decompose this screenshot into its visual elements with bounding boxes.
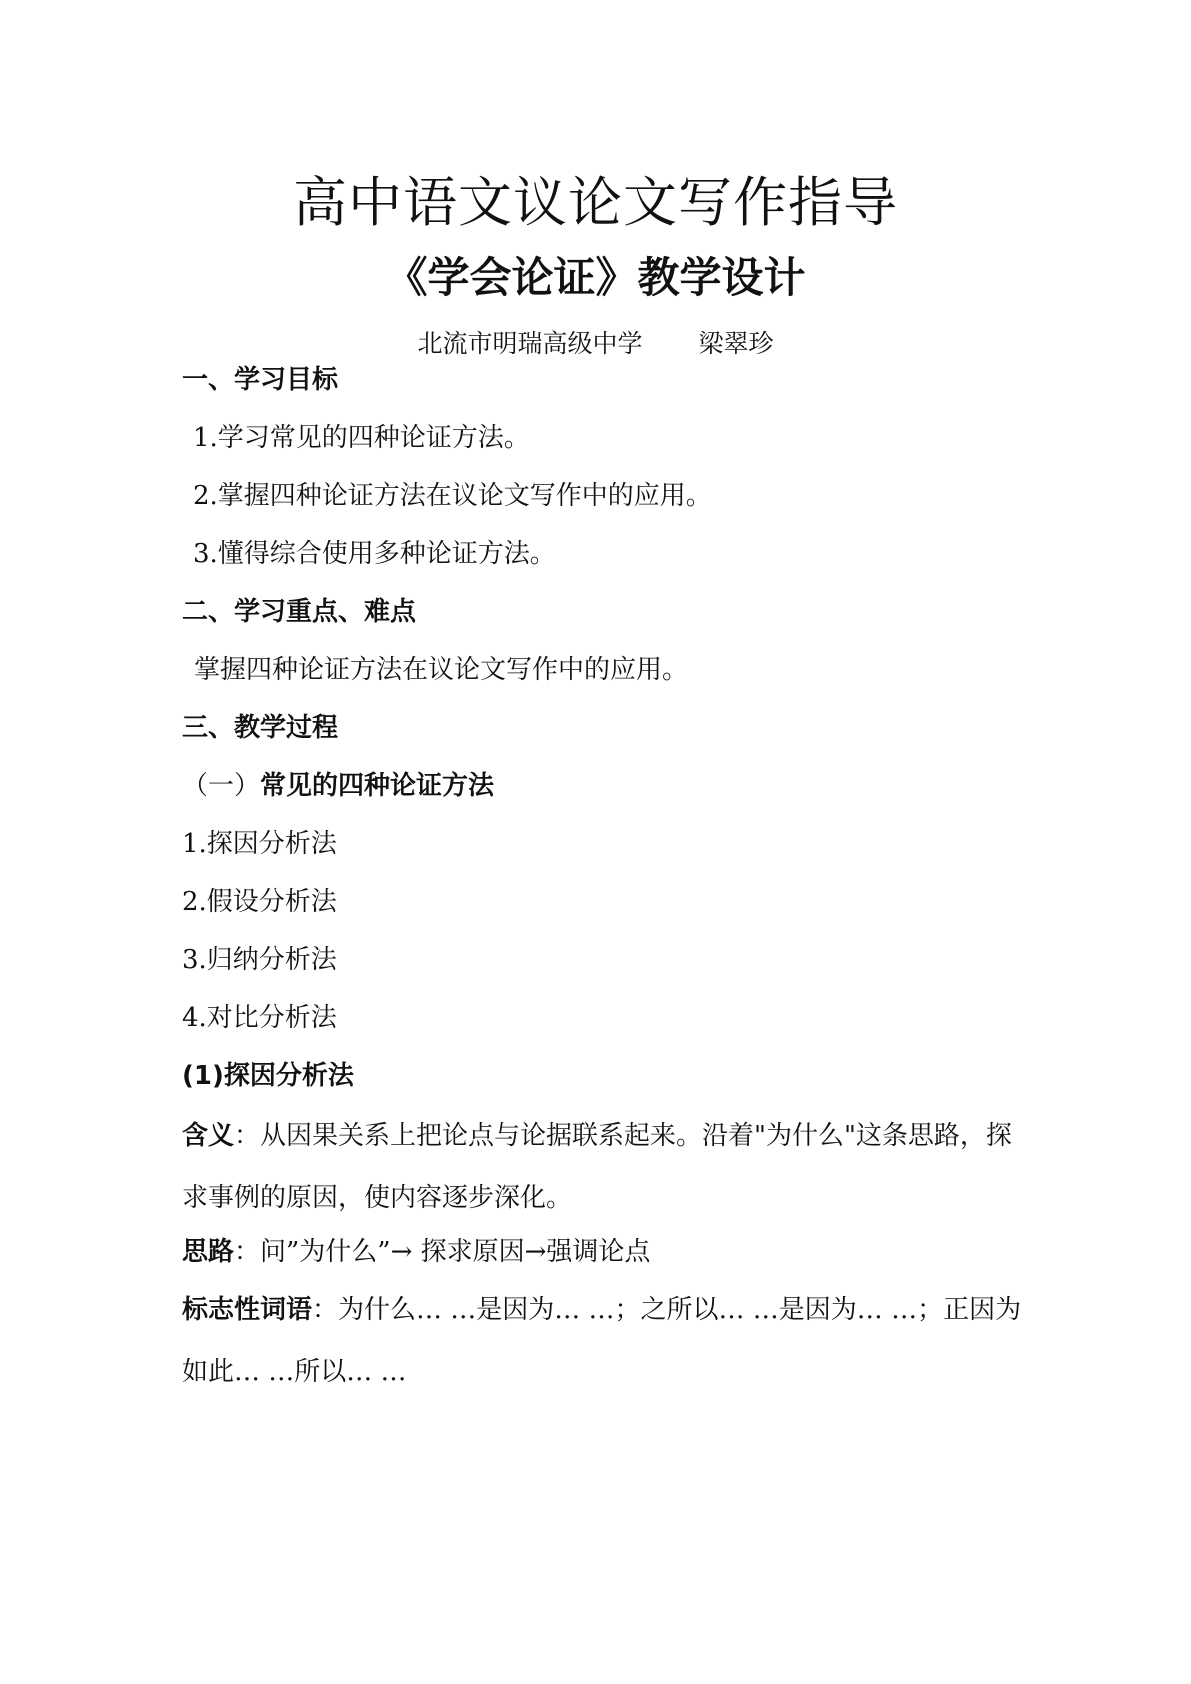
method1-meaning <box>182 1105 1022 1229</box>
method1-heading: (1)探因分析法 <box>182 1061 354 1091</box>
section1-heading: 一、学习目标 <box>182 365 339 395</box>
objective-item-3: 3.懂得综合使用多种论证方法。 <box>193 539 556 569</box>
route-text: ：问”为什么”→ 探求原因→强调论点 <box>234 1237 651 1267</box>
method1-keywords <box>182 1279 1022 1403</box>
route-label: 思路 <box>182 1237 235 1267</box>
section3-heading: 三、教学过程 <box>182 713 339 743</box>
document-subtitle: 《学会论证》教学设计 <box>385 253 806 302</box>
meaning-label: 含义 <box>182 1121 235 1151</box>
document-title: 高中语文议论文写作指导 <box>293 171 898 234</box>
objective-item-1: 1.学习常见的四种论证方法。 <box>193 423 530 453</box>
subsection-prefix: （一） <box>182 771 261 801</box>
author-name: 梁翠珍 <box>698 329 774 358</box>
section2-text: 掌握四种论证方法在议论文写作中的应用。 <box>194 655 689 685</box>
keywords-text: ：为什么… …是因为… …；之所以… …是因为… …；正因为如此… …所以… … <box>182 1295 1022 1387</box>
school-name: 北流市明瑞高级中学 <box>417 329 643 358</box>
subsection-heading <box>182 768 494 804</box>
subsection-title: 常见的四种论证方法 <box>260 771 495 801</box>
author-line <box>0 326 1191 362</box>
section2-heading: 二、学习重点、难点 <box>182 597 417 627</box>
method-item-2: 2.假设分析法 <box>182 887 337 917</box>
objective-item-2: 2.掌握四种论证方法在议论文写作中的应用。 <box>193 481 712 511</box>
meaning-text: ：从因果关系上把论点与论据联系起来。沿着"为什么"这条思路，探求事例的原因，使内容逐步深化。 <box>182 1121 1012 1213</box>
method-item-3: 3.归纳分析法 <box>182 945 337 975</box>
method-item-1: 1.探因分析法 <box>182 829 337 859</box>
method1-route <box>182 1221 1022 1283</box>
keywords-label: 标志性词语 <box>182 1295 313 1325</box>
method-item-4: 4.对比分析法 <box>182 1003 337 1033</box>
